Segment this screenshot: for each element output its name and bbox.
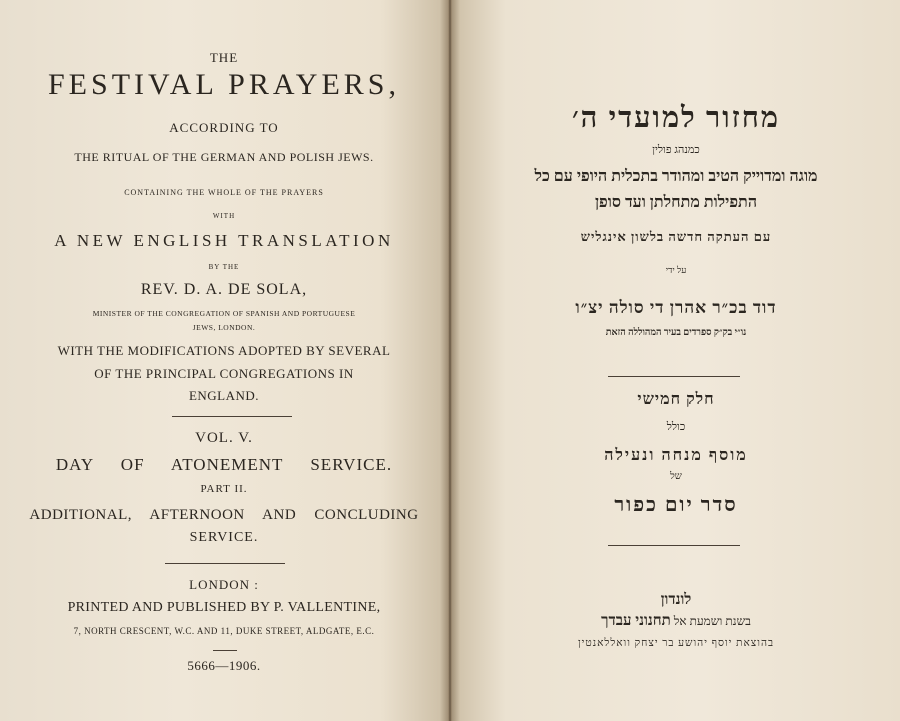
hebrew-muga-line: מוגה ומדוייק הטיב ומהודר בתכלית היופי עם כל	[534, 168, 818, 185]
hebrew-tefilot-line: התפילות מתחלתן ועד סופן	[594, 194, 758, 211]
imprint-year: 5666—1906.	[187, 658, 261, 673]
modifications-line-2: OF THE PRINCIPAL CONGREGATIONS IN	[94, 366, 354, 381]
imprint-city: LONDON :	[189, 577, 259, 592]
hebrew-title: מחזור למועדי ה׳	[571, 102, 781, 134]
minister-line-1: MINISTER OF THE CONGREGATION OF SPANISH AND PORTUGUESE	[92, 309, 356, 318]
service-title: DAY OF ATONEMENT SERVICE.	[55, 455, 393, 474]
divider-rule-2	[165, 563, 285, 564]
hebrew-by-line: על ידי	[665, 265, 687, 275]
left-title-page	[0, 0, 448, 721]
with-line: WITH	[212, 212, 236, 220]
hebrew-imprint-publisher: בהוצאת יוסף יהושע בר יצחק וואללאנטין	[577, 638, 775, 649]
modifications-line-1: WITH THE MODIFICATIONS ADOPTED BY SEVERAL	[57, 343, 391, 358]
by-the-line: BY THE	[208, 263, 240, 271]
part-number: PART II.	[200, 483, 248, 495]
hebrew-imprint-city: לונדון	[660, 592, 692, 608]
part-title-line-2: SERVICE.	[189, 530, 259, 545]
hebrew-seder-title: סדר יום כפור	[614, 494, 738, 516]
containing-line: CONTAINING THE WHOLE OF THE PRAYERS	[124, 188, 324, 197]
ritual-line: THE RITUAL OF THE GERMAN AND POLISH JEWS.	[74, 150, 374, 164]
hebrew-imprint-year	[452, 613, 900, 630]
hebrew-contents: מוסף מנחה ונעילה	[604, 447, 748, 464]
hebrew-part-number: חלק חמישי	[637, 391, 715, 408]
author-name: REV. D. A. DE SOLA,	[140, 281, 308, 298]
minister-line-2: JEWS, LONDON.	[192, 323, 256, 332]
divider-rule-3	[213, 650, 237, 651]
hebrew-divider-rule-2	[608, 545, 740, 546]
book-title: FESTIVAL PRAYERS,	[48, 68, 400, 101]
hebrew-minhag: כמנהג פולין	[652, 144, 700, 156]
imprint-address: 7, NORTH CRESCENT, W.C. AND 11, DUKE STREET, ALDGATE, E.C.	[73, 626, 375, 636]
book-gutter	[440, 0, 460, 721]
title-the: THE	[209, 50, 239, 65]
hebrew-author: דוד בכ״ר אהרן די סולה יצ״ו	[575, 298, 777, 317]
translation-line: A NEW ENGLISH TRANSLATION	[54, 231, 394, 250]
hebrew-translation-line: עם העתקה חדשה בלשון אינגליש	[580, 229, 772, 244]
volume-number: VOL. V.	[195, 430, 253, 446]
hebrew-year-prefix: בשנת ושמעת אל	[673, 614, 751, 628]
hebrew-year-bold: תחנוני עבדך	[601, 613, 671, 629]
hebrew-author-title: נו״י בק״ק ספרדים בעיר המהוללה הזאת	[605, 328, 747, 338]
imprint-publisher: PRINTED AND PUBLISHED BY P. VALLENTINE,	[67, 600, 381, 615]
according-to: ACCORDING TO	[169, 120, 279, 135]
right-title-page	[452, 0, 900, 721]
hebrew-shel: של	[670, 471, 682, 482]
part-title-line-1: ADDITIONAL, AFTERNOON AND CONCLUDING	[29, 507, 419, 523]
modifications-line-3: ENGLAND.	[188, 388, 260, 403]
divider-rule-1	[172, 416, 292, 417]
hebrew-kolel: כולל	[666, 421, 686, 433]
hebrew-divider-rule-1	[608, 376, 740, 377]
